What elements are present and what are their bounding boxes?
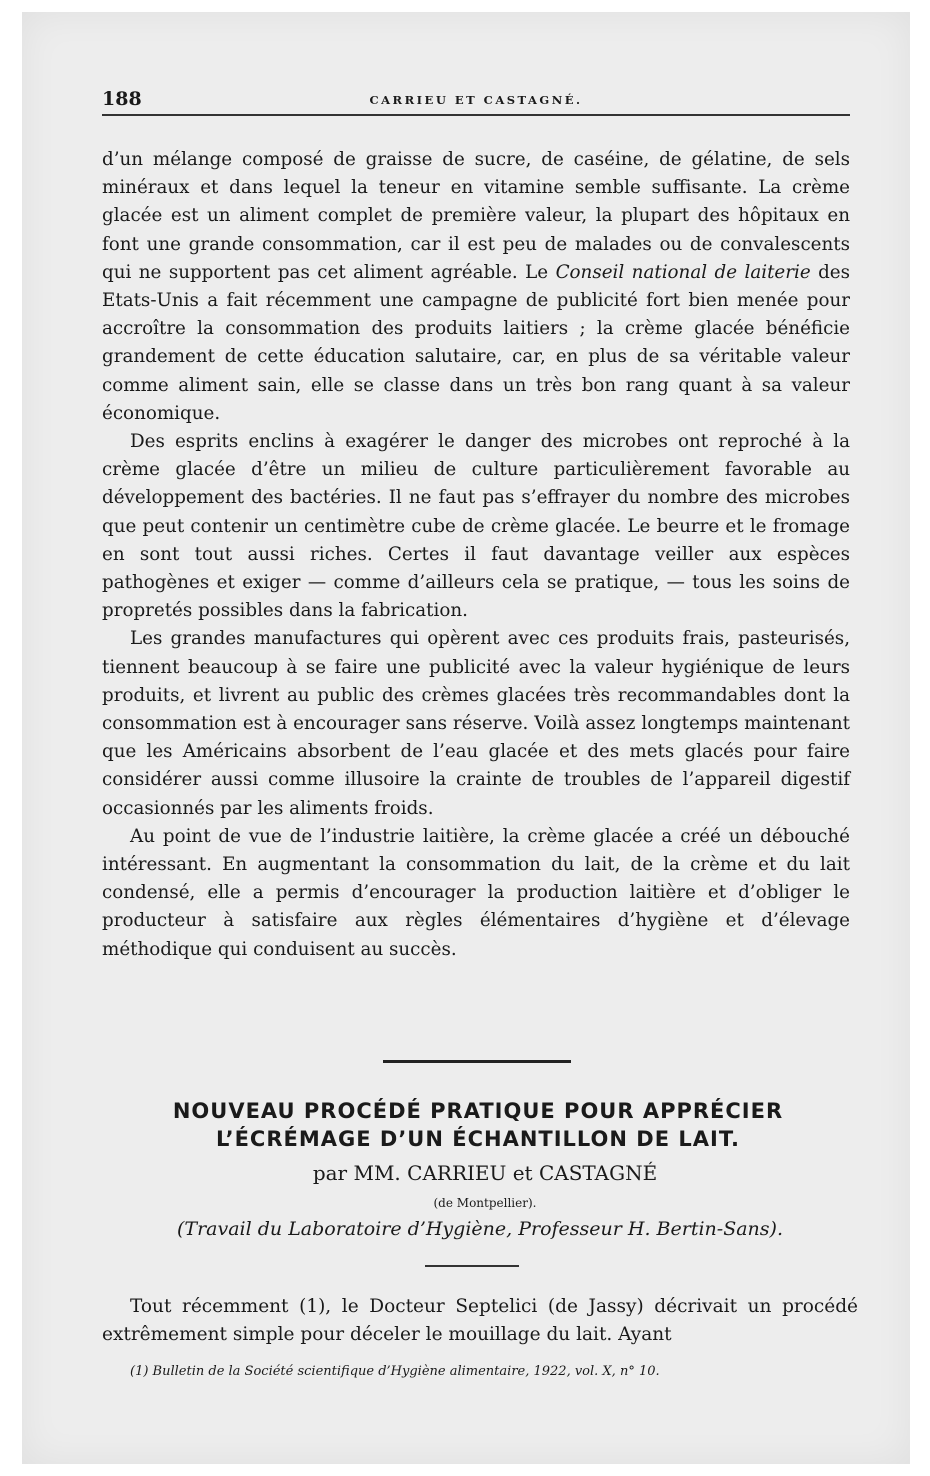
paragraph-1-text-b: des Etats-Unis a fait récemment une campagne de publicité fort bien menée pour accroître la consommation des produits laitiers ; la crème glacée bénéficie grandement de cette éducation salutaire, car, en plus de sa véritable valeur comme aliment sain, elle se classe dans un très bon rang quant à sa valeur économique. <box>102 261 851 424</box>
running-head: CARRIEU ET CASTAGNÉ. <box>369 93 583 107</box>
article-title-line-1: NOUVEAU PROCÉDÉ PRATIQUE POUR APPRÉCIER <box>172 1099 784 1123</box>
article-title-line-2: L’ÉCRÉMAGE D’UN ÉCHANTILLON DE LAIT. <box>216 1127 740 1151</box>
page-header <box>102 88 850 116</box>
footnote: (1) Bulletin de la Société scientifique d’Hygiène alimentaire, 1922, vol. X, n° 10. <box>130 1364 660 1379</box>
paragraph-3: Les grandes manufactures qui opèrent avec ces produits frais, pasteurisés, tiennent beaucoup à se faire une publicité avec la valeur hygiénique de leurs produits, et livrent au public des crèmes glacées très recommandables dont la consommation est à encourager sans réserve. Voilà assez longtemps maintenant que les Américains absorbent de l’eau glacée et des mets glacés pour faire considérer aussi comme illusoire la crainte de troubles de l’appareil digestif occasionnés par les aliments froids. <box>102 628 850 819</box>
paragraph-2: Des esprits enclins à exagérer le danger des microbes ont reproché à la crème glacée d’être un milieu de culture particulièrement favorable au développement des bactéries. Il ne faut pas s’effrayer du nombre des microbes que peut contenir un centimètre cube de crème glacée. Le beurre et le fromage en sont tout aussi riches. Certes il faut davantage veiller aux espèces pathogènes et exiger — comme d’ailleurs cela se pratique, — tous les soins de propretés possibles dans la fabrication. <box>102 431 850 622</box>
article-intro <box>102 1293 858 1349</box>
article-title <box>86 1097 870 1153</box>
paragraph-1-text-a: d’un mélange composé de graisse de sucre, de caséine, de gélatine, de sels minéraux et dans lequel la teneur en vitamine semble suffisante. La crème glacée est un aliment complet de première valeur, la plupart des hôpitaux en font une grande consommation, car il est peu de malades ou de convalescents qui ne supportent pas cet aliment agréable. Le <box>102 149 850 283</box>
paragraph-1 <box>102 146 850 428</box>
article-byline: par MM. CARRIEU et CASTAGNÉ <box>312 1161 658 1185</box>
page-number: 188 <box>102 88 142 110</box>
paragraph-1-italic: Conseil national de laiterie <box>555 261 811 283</box>
article-body-continuation <box>102 146 850 964</box>
author-affiliation: (de Montpellier). <box>433 1196 537 1210</box>
intro-paragraph: Tout récemment (1), le Docteur Septelici (de Jassy) décrivait un procédé extrêmement simple pour déceler le mouillage du lait. Ayant <box>102 1296 858 1345</box>
laboratory-credit: (Travail du Laboratoire d’Hygiène, Professeur H. Bertin-Sans). <box>177 1218 783 1240</box>
section-divider <box>383 1060 571 1063</box>
paragraph-4: Au point de vue de l’industrie laitière, la crème glacée a créé un débouché intéressant. En augmentant la consommation du lait, de la crème et du lait condensé, elle a permis d’encourager la production laitière et d’obliger le producteur à satisfaire aux règles élémentaires d’hygiène et d’élevage méthodique qui conduisent au succès. <box>102 825 850 960</box>
title-divider <box>425 1265 519 1267</box>
